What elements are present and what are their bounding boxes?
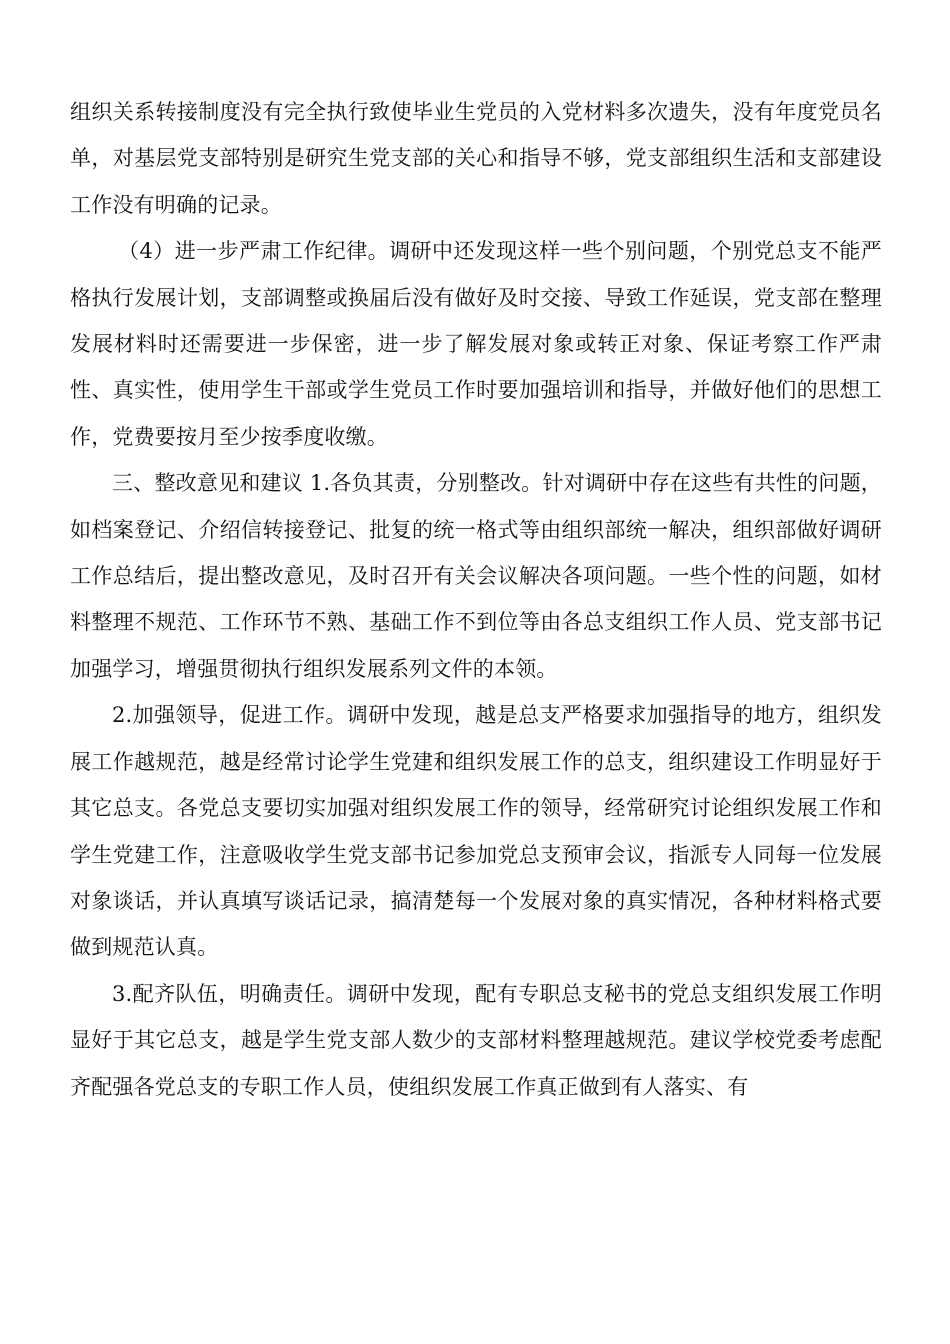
paragraph-staffing-responsibility: 3.配齐队伍，明确责任。调研中发现，配有专职总支秘书的党总支组织发展工作明显好于其它总支，越是学生党支部人数少的支部材料整理越规范。建议学校党委考虑配齐配强各党总支的专职工作人员，使组织发展工作真正做到有人落实、有 [70,981,882,1099]
paragraph-work-discipline: （4）进一步严肃工作纪律。调研中还发现这样一些个别问题，个别党总支不能严格执行发展计划，支部调整或换届后没有做好及时交接、导致工作延误，党支部在整理发展材料时还需要进一步保密，进一步了解发展对象或转正对象、保证考察工作严肃性、真实性，使用学生干部或学生党员工作时要加强培训和指导，并做好他们的思想工作，党费要按月至少按季度收缴。 [70,239,882,449]
paragraph-rectification-suggestions: 三、整改意见和建议 1.各负其责，分别整改。针对调研中存在这些有共性的问题，如档案登记、介绍信转接登记、批复的统一格式等由组织部统一解决，组织部做好调研工作总结后，提出整改意见，及时召开有关会议解决各项问题。一些个性的问题，如材料整理不规范、工作环节不熟、基础工作不到位等由各总支组织工作人员、党支部书记加强学习，增强贯彻执行组织发展系列文件的本领。 [70,471,882,681]
paragraph-strengthen-leadership: 2.加强领导，促进工作。调研中发现，越是总支严格要求加强指导的地方，组织发展工作越规范，越是经常讨论学生党建和组织发展工作的总支，组织建设工作明显好于其它总支。各党总支要切实加强对组织发展工作的领导，经常研究讨论组织发展工作和学生党建工作，注意吸收学生党支部书记参加党总支预审会议，指派专人同每一位发展对象谈话，并认真填写谈话记录，搞清楚每一个发展对象的真实情况，各种材料格式要做到规范认真。 [70,703,882,960]
paragraph-continuation: 组织关系转接制度没有完全执行致使毕业生党员的入党材料多次遗失，没有年度党员名单，对基层党支部特别是研究生党支部的关心和指导不够，党支部组织生活和支部建设工作没有明确的记录。 [70,100,882,217]
document-body [70,89,882,1110]
